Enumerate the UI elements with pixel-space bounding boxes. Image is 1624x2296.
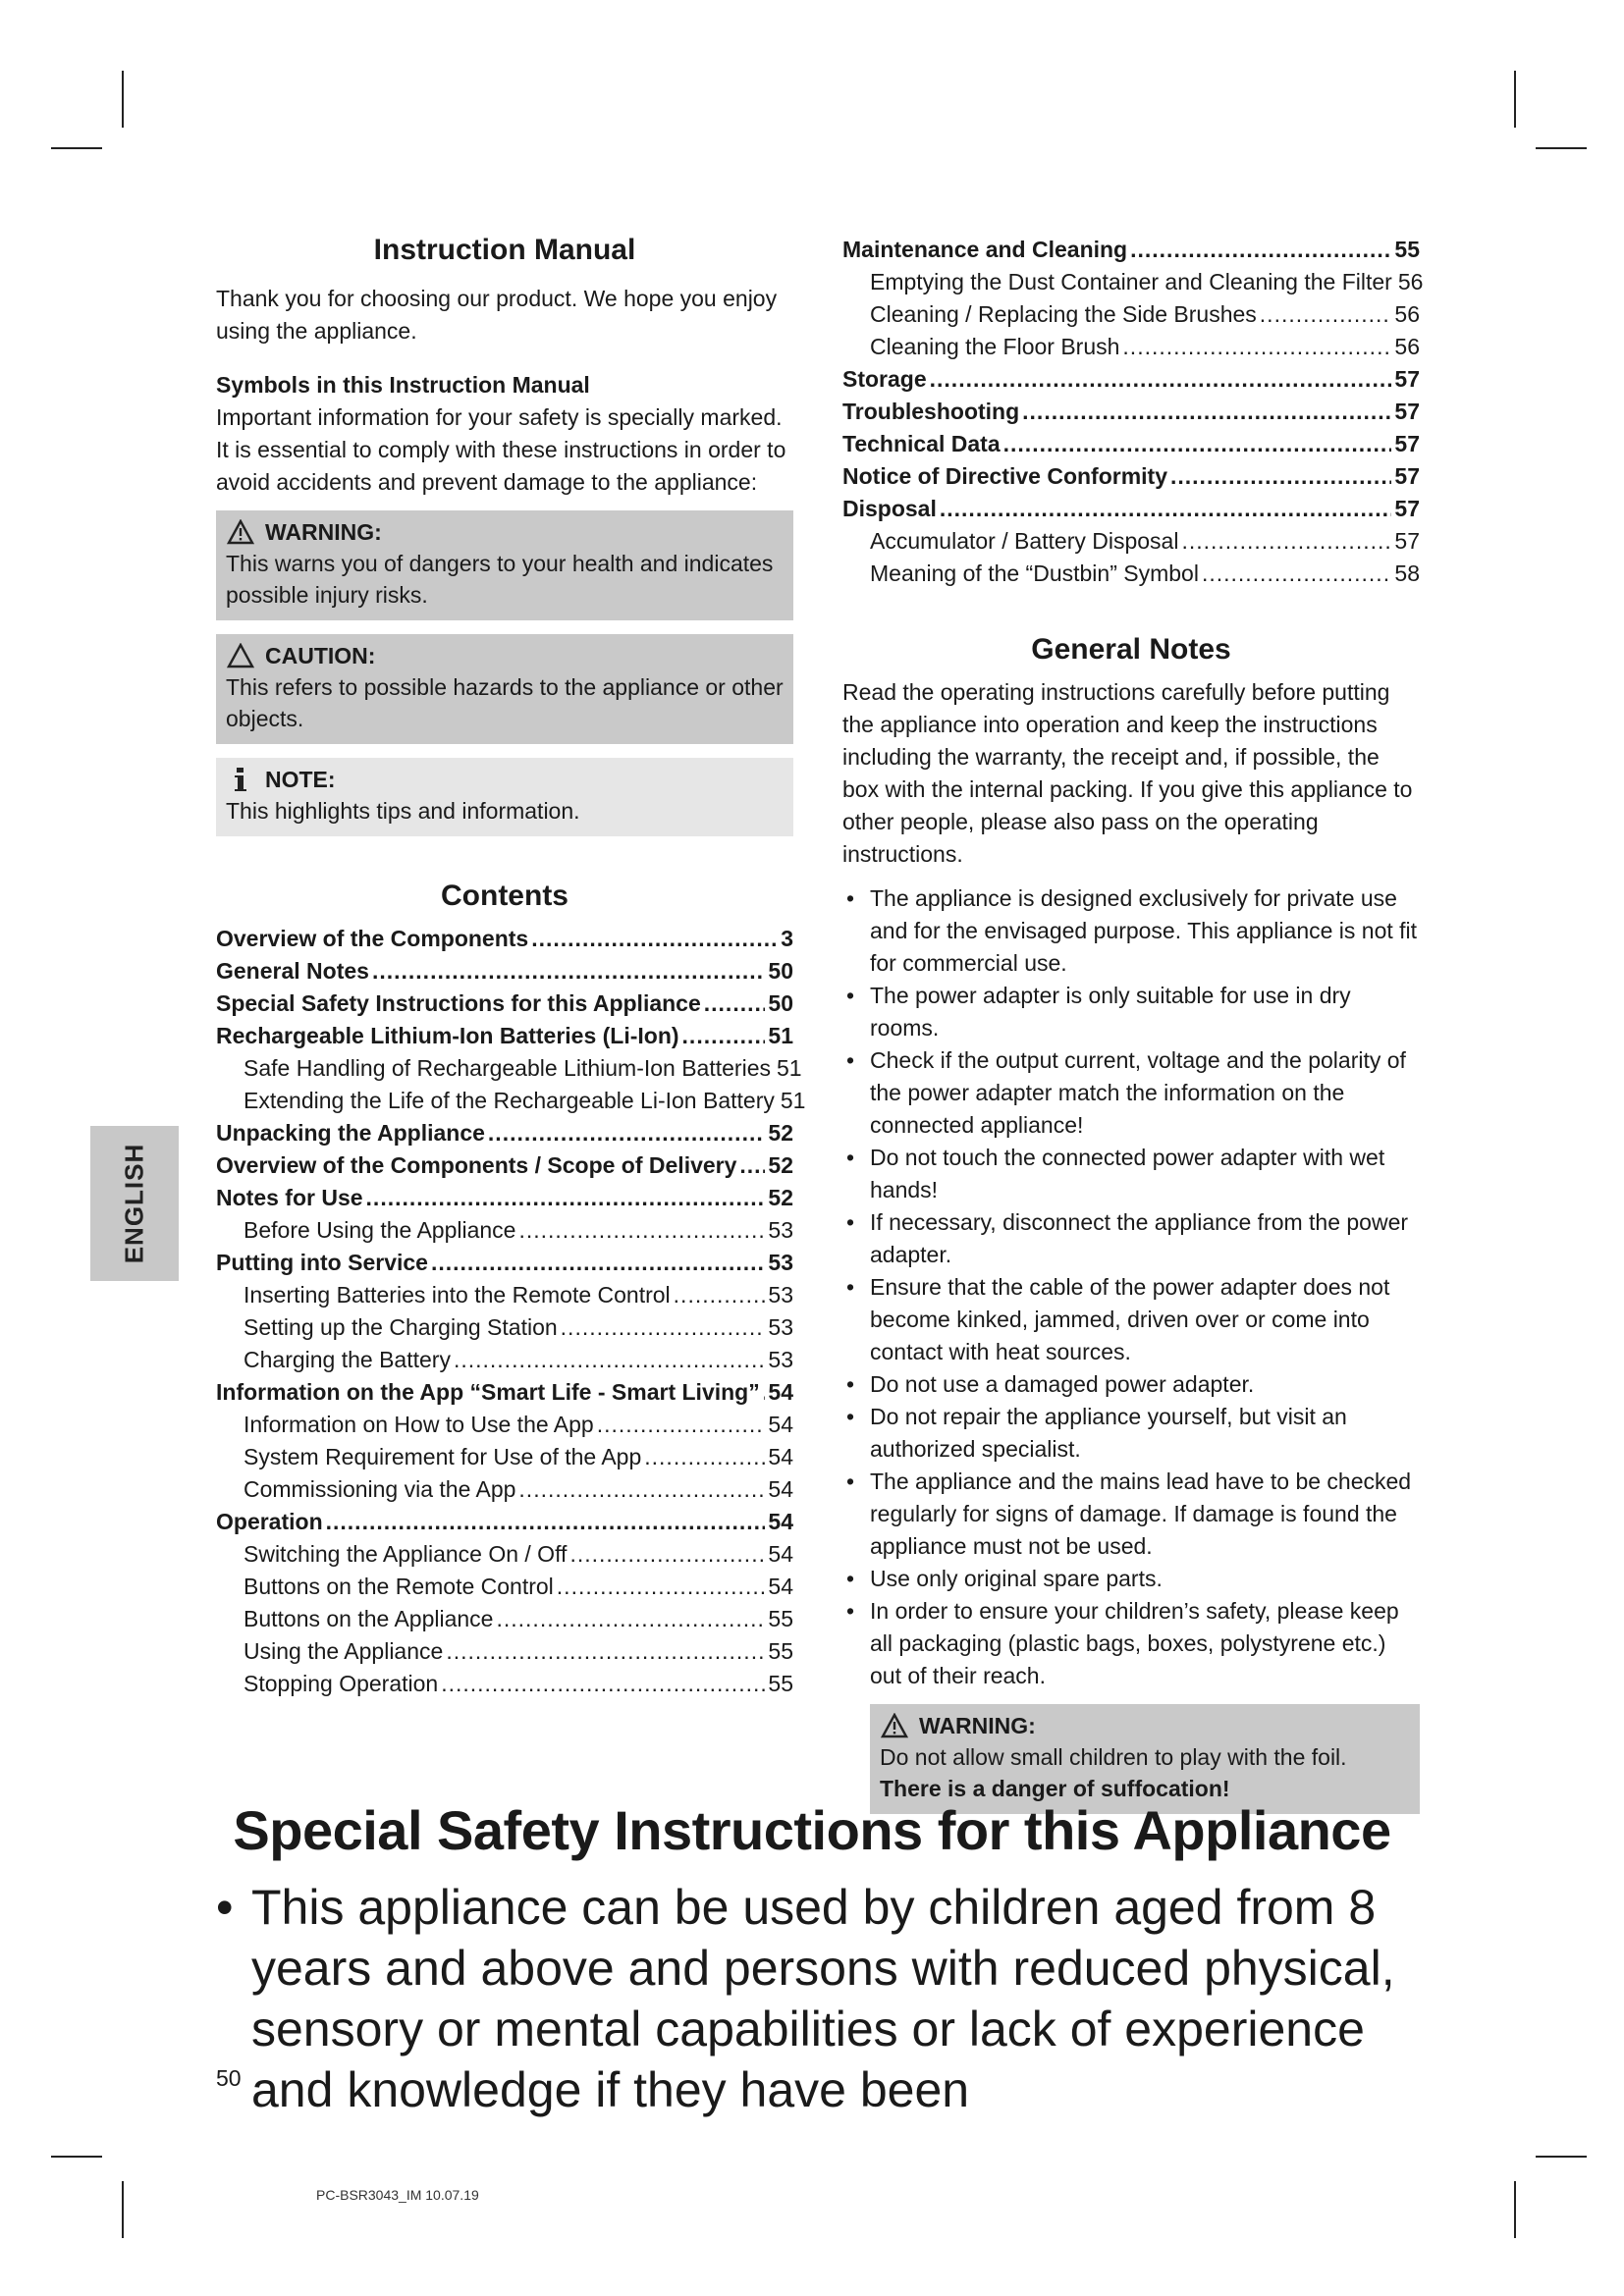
toc-leader-dots	[569, 1538, 765, 1571]
general-note-item: • If necessary, disconnect the appliance from the power adapter.	[842, 1206, 1420, 1271]
toc-entry-page: 53	[768, 1347, 793, 1372]
toc-entry-page: 54	[768, 1509, 793, 1534]
warning-triangle-icon	[226, 518, 255, 546]
toc-leader-dots	[930, 363, 1392, 396]
toc-entry-page: 56	[1397, 269, 1424, 294]
toc-leader-dots	[1122, 331, 1391, 363]
intro-text: Thank you for choosing our product. We hope you enjoy using the appliance.	[216, 286, 778, 344]
caution-triangle-icon	[226, 642, 255, 669]
toc-entry-page: 50	[768, 990, 793, 1016]
toc-leader-dots	[1130, 234, 1391, 266]
toc-leader-dots	[597, 1409, 766, 1441]
toc-entry-page: 54	[768, 1379, 793, 1405]
toc-entry	[216, 1473, 793, 1506]
toc-entry-label: Disposal	[842, 496, 937, 521]
toc-entry-page: 55	[768, 1638, 793, 1664]
instruction-manual-title: Instruction Manual	[373, 234, 636, 266]
toc-leader-dots	[763, 1376, 766, 1409]
toc-entry-page: 55	[768, 1606, 793, 1631]
toc-leader-dots	[446, 1635, 765, 1668]
crop-mark	[1514, 71, 1516, 128]
language-tab	[90, 1126, 179, 1281]
toc-entry	[842, 234, 1420, 266]
toc-entry-label: Notes for Use	[216, 1185, 363, 1210]
left-column	[216, 234, 806, 1700]
toc-entry	[216, 1409, 793, 1441]
toc-entry-page: 51	[777, 1055, 802, 1081]
toc-entry-label: Special Safety Instructions for this Appliance	[216, 990, 701, 1016]
toc-entry	[842, 363, 1420, 396]
symbols-text-2: It is essential to comply with these instructions in order to avoid accidents and prevent damage to the appliance:	[216, 437, 786, 495]
toc-entry-page: 51	[768, 1023, 793, 1048]
contents-list	[216, 923, 806, 1700]
toc-entry-page: 53	[768, 1314, 793, 1340]
toc-entry-page: 53	[768, 1282, 793, 1308]
toc-leader-dots	[496, 1603, 765, 1635]
toc-entry	[216, 1603, 793, 1635]
general-notes-list	[842, 882, 1420, 1692]
toc-entry	[216, 1020, 793, 1052]
toc-leader-dots	[366, 1182, 766, 1214]
warning-triangle-icon	[880, 1712, 909, 1739]
toc-leader-dots	[531, 923, 778, 955]
general-note-item: • Use only original spare parts.	[842, 1563, 1420, 1595]
general-note-item: • Check if the output current, voltage and the polarity of the power adapter match the information on the connected appliance!	[842, 1044, 1420, 1142]
general-note-item: • Ensure that the cable of the power adapter does not become kinked, jammed, driven over or come into contact with heat sources.	[842, 1271, 1420, 1368]
toc-entry	[216, 1506, 793, 1538]
toc-leader-dots	[1170, 460, 1391, 493]
caution-text: This refers to possible hazards to the appliance or other objects.	[226, 674, 784, 731]
toc-entry-label: Maintenance and Cleaning	[842, 237, 1128, 262]
note-label: NOTE:	[265, 767, 336, 792]
caution-box	[216, 634, 793, 744]
general-note-item: • In order to ensure your children’s safety, please keep all packaging (plastic bags, boxes, polystyrene etc.) out of their reach.	[842, 1595, 1420, 1692]
toc-entry-label: System Requirement for Use of the App	[244, 1444, 642, 1469]
crop-mark	[1536, 2156, 1587, 2158]
toc-entry-page: 52	[768, 1120, 793, 1146]
special-safety-text	[216, 1877, 1434, 2120]
toc-leader-dots	[1181, 525, 1391, 558]
toc-entry-page: 54	[768, 1412, 793, 1437]
toc-entry-label: Inserting Batteries into the Remote Control	[244, 1282, 671, 1308]
toc-leader-dots	[644, 1441, 765, 1473]
right-column	[842, 234, 1424, 1814]
toc-entry	[216, 1376, 793, 1409]
toc-entry-label: General Notes	[216, 958, 369, 984]
toc-leader-dots	[518, 1473, 765, 1506]
toc-leader-dots	[372, 955, 765, 988]
suffocation-warning-text	[880, 1741, 1410, 1804]
toc-leader-dots	[488, 1117, 765, 1149]
toc-entry-page: 54	[768, 1444, 793, 1469]
general-note-item: • Do not touch the connected power adapter with wet hands!	[842, 1142, 1420, 1206]
toc-entry-page: 57	[1394, 431, 1420, 456]
toc-entry-page: 54	[768, 1476, 793, 1502]
bullet-dot: •	[216, 1880, 234, 1935]
general-note-item: • The power adapter is only suitable for use in dry rooms.	[842, 980, 1420, 1044]
toc-leader-dots	[518, 1214, 765, 1247]
crop-mark	[1514, 2181, 1516, 2238]
warning-text: This warns you of dangers to your health and indicates possible injury risks.	[226, 551, 774, 608]
general-note-item: • Do not repair the appliance yourself, but visit an authorized specialist.	[842, 1401, 1420, 1466]
toc-entry-label: Information on How to Use the App	[244, 1412, 594, 1437]
toc-entry-label: Storage	[842, 366, 927, 392]
suffocation-warning-main: Do not allow small children to play with the foil.	[880, 1744, 1347, 1770]
toc-entry-label: Switching the Appliance On / Off	[244, 1541, 568, 1567]
toc-leader-dots	[557, 1571, 766, 1603]
toc-leader-dots	[674, 1279, 766, 1311]
toc-entry-page: 51	[780, 1088, 806, 1113]
toc-entry	[216, 1635, 793, 1668]
toc-leader-dots	[454, 1344, 765, 1376]
toc-leader-dots	[739, 1149, 765, 1182]
toc-entry	[216, 1214, 793, 1247]
toc-leader-dots	[1202, 558, 1391, 590]
language-tab-label: ENGLISH	[119, 1143, 149, 1264]
toc-entry	[216, 1441, 793, 1473]
toc-entry-label: Charging the Battery	[244, 1347, 451, 1372]
toc-entry-page: 54	[768, 1574, 793, 1599]
toc-entry	[216, 988, 793, 1020]
general-notes-title: General Notes	[1031, 633, 1231, 666]
toc-entry-label: Rechargeable Lithium-Ion Batteries (Li-Ion)	[216, 1023, 679, 1048]
toc-entry-label: Accumulator / Battery Disposal	[870, 528, 1179, 554]
toc-entry-label: Cleaning the Floor Brush	[870, 334, 1120, 359]
toc-leader-dots	[1260, 298, 1392, 331]
toc-entry	[216, 1311, 793, 1344]
toc-entry-page: 57	[1394, 366, 1420, 392]
toc-entry-label: Safe Handling of Rechargeable Lithium-Ion Batteries	[244, 1055, 771, 1081]
toc-entry	[842, 331, 1420, 363]
toc-entry	[216, 1279, 793, 1311]
toc-entry	[216, 923, 793, 955]
toc-entry-label: Commissioning via the App	[244, 1476, 516, 1502]
general-note-item: • Do not use a damaged power adapter.	[842, 1368, 1420, 1401]
toc-leader-dots	[1003, 428, 1392, 460]
toc-entry-label: Notice of Directive Conformity	[842, 463, 1167, 489]
toc-leader-dots	[704, 988, 766, 1020]
toc-entry	[216, 1052, 802, 1085]
warning-label: WARNING:	[265, 519, 382, 545]
toc-entry	[216, 1538, 793, 1571]
toc-entry	[842, 493, 1420, 525]
page-number: 50	[216, 2065, 242, 2091]
general-notes-intro: Read the operating instructions carefully before putting the appliance into operation and keep the instructions including the warranty, the receipt and, if possible, the box with the internal packing. If you give this appliance to other people, please also pass on the operating instructions.	[842, 679, 1413, 867]
toc-entry-label: Overview of the Components	[216, 926, 529, 951]
toc-entry-label: Setting up the Charging Station	[244, 1314, 558, 1340]
crop-mark	[51, 147, 102, 149]
toc-entry	[842, 396, 1420, 428]
toc-entry	[842, 525, 1420, 558]
toc-entry-page: 3	[781, 926, 793, 951]
crop-mark	[1536, 147, 1587, 149]
toc-entry	[216, 1085, 806, 1117]
toc-entry-page: 55	[768, 1671, 793, 1696]
toc-entry-page: 57	[1394, 496, 1420, 521]
toc-entry-label: Operation	[216, 1509, 323, 1534]
symbols-heading: Symbols in this Instruction Manual	[216, 372, 590, 398]
toc-entry-page: 57	[1394, 528, 1420, 554]
suffocation-warning-bold: There is a danger of suffocation!	[880, 1776, 1230, 1801]
toc-entry-label: Information on the App “Smart Life - Smart Living”	[216, 1379, 760, 1405]
toc-entry-page: 52	[768, 1152, 793, 1178]
toc-entry-page: 55	[1394, 237, 1420, 262]
crop-mark	[122, 2181, 124, 2238]
toc-entry-label: Technical Data	[842, 431, 1001, 456]
toc-entry-label: Buttons on the Remote Control	[244, 1574, 554, 1599]
toc-leader-dots	[326, 1506, 766, 1538]
toc-entry-label: Before Using the Appliance	[244, 1217, 516, 1243]
toc-entry	[842, 298, 1420, 331]
toc-entry	[842, 558, 1420, 590]
toc-entry	[842, 428, 1420, 460]
toc-entry-label: Overview of the Components / Scope of Delivery	[216, 1152, 737, 1178]
toc-entry	[842, 460, 1420, 493]
contents-list-continued	[842, 234, 1424, 590]
general-note-item: • The appliance and the mains lead have to be checked regularly for signs of damage. If damage is found the appliance must not be used.	[842, 1466, 1420, 1563]
toc-leader-dots	[561, 1311, 766, 1344]
toc-entry	[216, 955, 793, 988]
caution-label: CAUTION:	[265, 643, 376, 668]
toc-leader-dots	[940, 493, 1392, 525]
toc-entry-page: 54	[768, 1541, 793, 1567]
general-note-item: • The appliance is designed exclusively for private use and for the envisaged purpose. This appliance is not fit for commercial use.	[842, 882, 1420, 980]
toc-entry-page: 57	[1394, 463, 1420, 489]
note-box	[216, 758, 793, 836]
toc-entry	[842, 266, 1424, 298]
toc-leader-dots	[1022, 396, 1391, 428]
footer-code: PC-BSR3043_IM 10.07.19	[316, 2187, 479, 2203]
toc-entry-page: 58	[1394, 561, 1420, 586]
toc-entry	[216, 1117, 793, 1149]
toc-entry-label: Cleaning / Replacing the Side Brushes	[870, 301, 1257, 327]
toc-entry-label: Unpacking the Appliance	[216, 1120, 485, 1146]
toc-entry-label: Extending the Life of the Rechargeable Li-Ion Battery	[244, 1088, 775, 1113]
crop-mark	[122, 71, 124, 128]
toc-entry-label: Stopping Operation	[244, 1671, 439, 1696]
toc-entry-label: Buttons on the Appliance	[244, 1606, 494, 1631]
toc-entry	[216, 1149, 793, 1182]
toc-entry-page: 52	[768, 1185, 793, 1210]
special-safety-paragraph: This appliance can be used by children aged from 8 years and above and persons with reduced physical, sensory or mental capabilities or lack of experience and knowledge if they have been	[251, 1880, 1395, 2117]
toc-entry	[216, 1668, 793, 1700]
toc-entry-page: 56	[1394, 301, 1420, 327]
toc-entry	[216, 1571, 793, 1603]
toc-entry	[216, 1247, 793, 1279]
toc-entry-page: 53	[768, 1250, 793, 1275]
toc-entry-page: 56	[1394, 334, 1420, 359]
warning-box	[216, 510, 793, 620]
toc-entry-label: Meaning of the “Dustbin” Symbol	[870, 561, 1199, 586]
symbols-text-1: Important information for your safety is specially marked.	[216, 404, 783, 430]
special-safety-title: Special Safety Instructions for this Appliance	[233, 1799, 1391, 1861]
toc-entry-label: Using the Appliance	[244, 1638, 444, 1664]
toc-entry-label: Troubleshooting	[842, 399, 1020, 424]
toc-leader-dots	[441, 1668, 765, 1700]
note-text: This highlights tips and information.	[226, 798, 580, 824]
toc-leader-dots	[682, 1020, 766, 1052]
crop-mark	[51, 2156, 102, 2158]
toc-entry-label: Putting into Service	[216, 1250, 428, 1275]
toc-entry-page: 53	[768, 1217, 793, 1243]
toc-entry	[216, 1182, 793, 1214]
toc-entry-label: Emptying the Dust Container and Cleaning the Filter	[870, 269, 1392, 294]
contents-title: Contents	[441, 880, 568, 912]
toc-leader-dots	[431, 1247, 765, 1279]
suffocation-warning-label: WARNING:	[919, 1713, 1036, 1738]
toc-entry	[216, 1344, 793, 1376]
toc-entry-page: 57	[1394, 399, 1420, 424]
info-icon	[226, 766, 255, 793]
toc-entry-page: 50	[768, 958, 793, 984]
